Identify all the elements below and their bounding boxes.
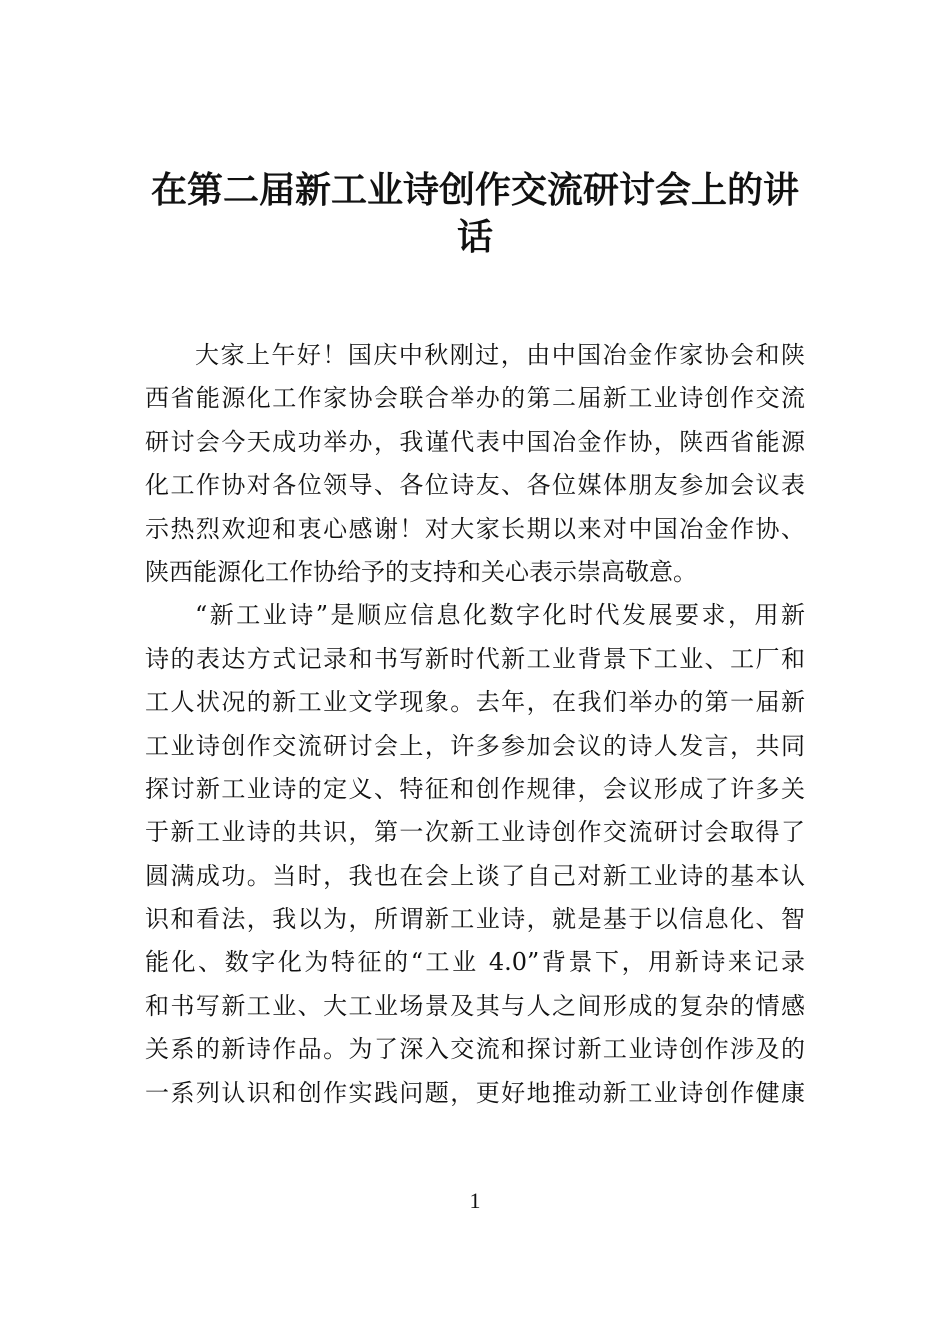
- text-line: 化工作协对各位领导、各位诗友、各位媒体朋友参加会议表: [145, 471, 805, 500]
- text-line: 诗的表达方式记录和书写新时代新工业背景下工业、工厂和: [145, 644, 805, 673]
- paragraph-1: [145, 334, 805, 594]
- text-line: 大家上午好！国庆中秋刚过，由中国冶金作家协会和陕: [195, 341, 805, 369]
- text-line: 示热烈欢迎和衷心感谢！对大家长期以来对中国冶金作协、: [145, 514, 805, 543]
- text-line: 于新工业诗的共识，第一次新工业诗创作交流研讨会取得了: [145, 818, 805, 847]
- text-line: 西省能源化工作家协会联合举办的第二届新工业诗创作交流: [145, 384, 805, 413]
- text-line: 圆满成功。当时，我也在会上谈了自己对新工业诗的基本认: [145, 861, 805, 890]
- text-line: 能化、数字化为特征的“工业 4.0”背景下，用新诗来记录: [145, 948, 805, 977]
- text-line: 识和看法，我以为，所谓新工业诗，就是基于以信息化、智: [145, 905, 805, 934]
- text-line: 和书写新工业、大工业场景及其与人之间形成的复杂的情感: [145, 991, 805, 1020]
- text-line: 研讨会今天成功举办，我谨代表中国冶金作协，陕西省能源: [145, 427, 805, 456]
- document-title-line-2: 话: [456, 216, 493, 258]
- paragraph-2: [145, 594, 805, 1115]
- text-line: 关系的新诗作品。为了深入交流和探讨新工业诗创作涉及的: [145, 1035, 805, 1064]
- document-body: [145, 334, 805, 1115]
- text-line: 工人状况的新工业文学现象。去年，在我们举办的第一届新: [145, 688, 805, 717]
- document-title-line-1: 在第二届新工业诗创作交流研讨会上的讲: [150, 169, 799, 211]
- text-line: 陕西能源化工作协给予的支持和关心表示崇高敬意。: [145, 557, 697, 586]
- text-line: 工业诗创作交流研讨会上，许多参加会议的诗人发言，共同: [145, 731, 805, 760]
- text-line: 一系列认识和创作实践问题，更好地推动新工业诗创作健康: [145, 1078, 805, 1107]
- text-line: “新工业诗”是顺应信息化数字化时代发展要求，用新: [195, 601, 805, 630]
- page-number: 1: [469, 1188, 481, 1213]
- text-line: 探讨新工业诗的定义、特征和创作规律，会议形成了许多关: [145, 774, 805, 803]
